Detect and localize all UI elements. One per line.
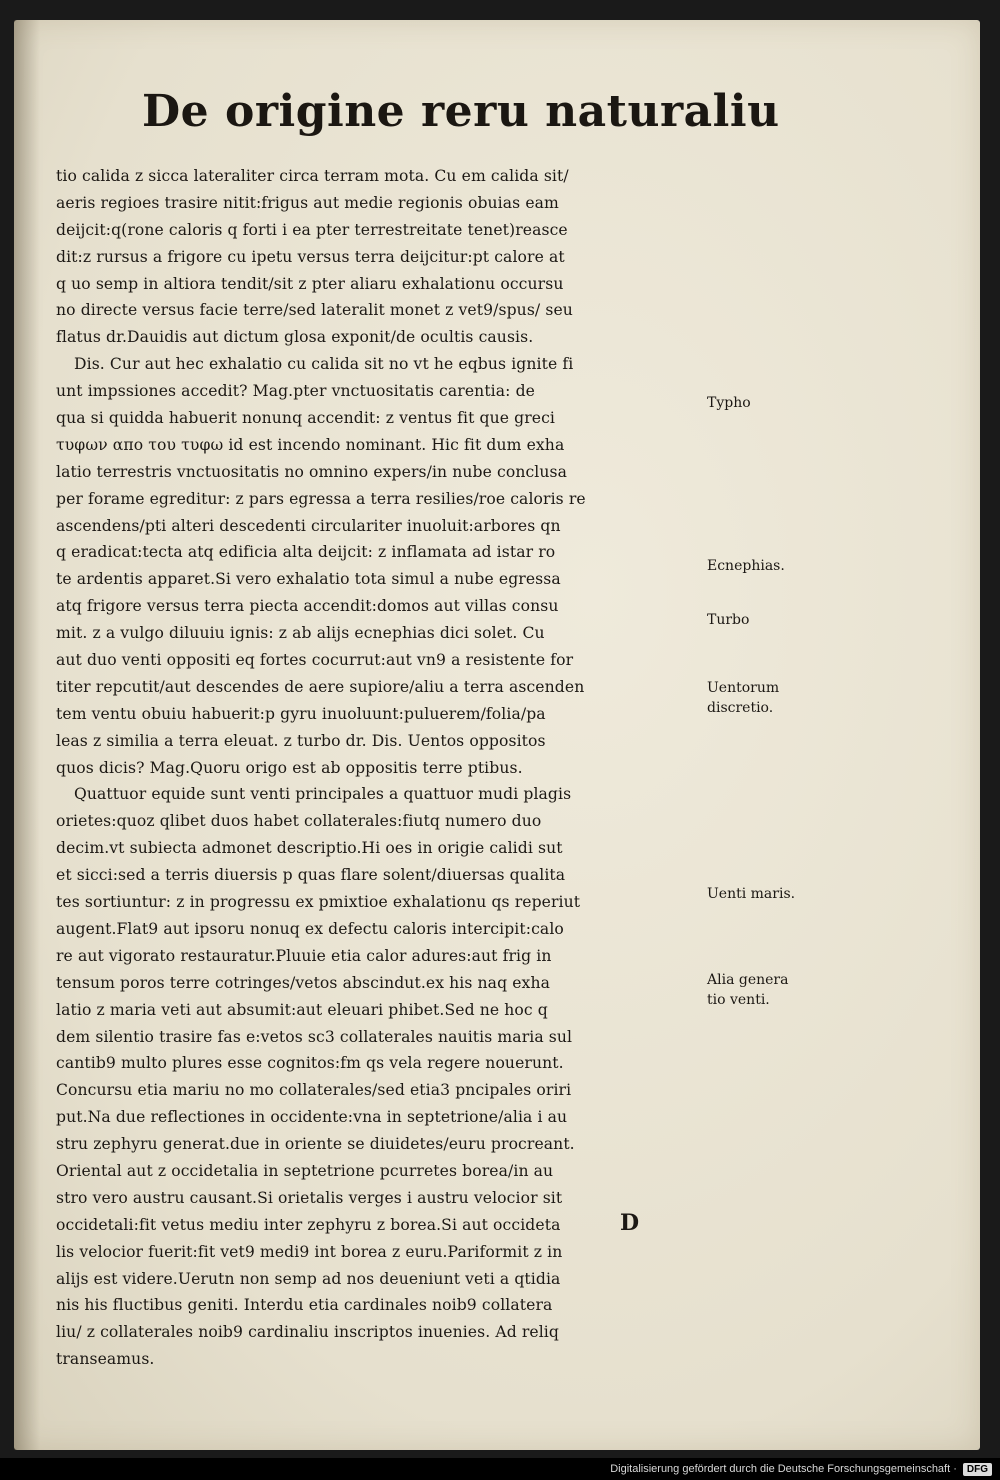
body-text [56,163,706,1373]
text-line: quos dicis? Mag.Quoru origo est ab oppositis terre ptibus. [56,758,523,777]
text-line: et sicci:sed a terris diuersis p quas flare solent/diuersas qualita [56,866,566,885]
text-line: Quattuor equide sunt venti principales a quattuor mudi plagis [74,785,572,804]
text-line: dit:z rursus a frigore cu ipetu versus terra deijcitur:pt calore at [56,247,565,266]
text-line: stro vero austru causant.Si orietalis verges i austru velocior sit [56,1188,563,1207]
text-line: cantib9 multo plures esse cognitos:fm qs vela regere nouerunt. [56,1054,564,1073]
book-page [14,20,980,1450]
text-line: latio z maria veti aut absumit:aut eleuari phibet.Sed ne hoc q [56,1000,548,1019]
margin-note-alia-generatio: Alia genera tio venti. [707,972,789,1008]
text-line: aeris regioes trasire nitit:frigus aut medie regionis obuias eam [56,193,559,212]
text-line: Dis. Cur aut hec exhalatio cu calida sit no vt he eqbus ignite fi [74,355,574,374]
text-line: liu/ z collaterales noib9 cardinaliu inscriptos inuenies. Ad reliq [56,1323,559,1342]
text-line: flatus dr.Dauidis aut dictum glosa exponit/de ocultis causis. [56,328,534,347]
catchword: D [620,1210,640,1236]
text-line: orietes:quoz qlibet duos habet collaterales:fiutq numero duo [56,812,542,831]
text-line: decim.vt subiecta admonet descriptio.Hi oes in origie calidi sut [56,839,563,858]
margin-note-venti-maris: Uenti maris. [707,886,796,902]
text-line: q uo semp in altiora tendit/sit z pter aliaru exhalationu occursu [56,274,564,293]
text-line: atq frigore versus terra piecta accendit:domos aut villas consu [56,597,559,616]
text-line: tensum poros terre cotringes/vetos abscindut.ex his naq exha [56,973,550,992]
text-line: latio terrestris vnctuositatis no omnino expers/in nube conclusa [56,462,568,481]
text-line: re aut vigorato restauratur.Pluuie etia calor adures:aut frig in [56,946,552,965]
text-line: transeamus. [56,1350,155,1369]
text-line: Concursu etia mariu no mo collaterales/sed etia3 pncipales oriri [56,1081,572,1100]
text-line: aut duo venti oppositi eq fortes cocurrut:aut vn9 a resistente for [56,651,574,670]
gutter-shadow [14,20,40,1450]
text-line: stru zephyru generat.due in oriente se diuidetes/euru procreant. [56,1135,575,1154]
margin-note-ecnephias: Ecnephias. [707,558,785,574]
text-line: qua si quidda habuerit nonunq accendit: z ventus fit que greci [56,409,555,428]
text-line: mit. z a vulgo diluuiu ignis: z ab alijs ecnephias dici solet. Cu [56,624,545,643]
text-line: tio calida z sicca lateraliter circa terram mota. Cu em calida sit/ [56,167,569,185]
text-line: unt impssiones accedit? Mag.pter vnctuositatis carentia: de [56,382,535,401]
running-title: De origine reru naturaliu [142,86,780,137]
text-line: titer repcutit/aut descendes de aere supiore/aliu a terra ascenden [56,677,585,696]
text-line: leas z similia a terra eleuat. z turbo dr. Dis. Uentos oppositos [56,731,546,750]
text-line: dem silentio trasire fas e:vetos sc3 collaterales nauitis maria sul [56,1027,573,1046]
text-line: tes sortiuntur: z in progressu ex pmixtioe exhalationu qs reperiut [56,893,581,912]
text-line: put.Na due reflectiones in occidente:vna in septetrione/alia i au [56,1108,568,1127]
text-line: deijcit:q(rone caloris q forti i ea pter terrestreitate tenet)reasce [56,220,568,239]
margin-note-typho: Typho [707,395,751,411]
text-line: per forame egreditur: z pars egressa a terra resilies/roe caloris re [56,489,586,508]
text-line: occidetali:fit vetus mediu inter zephyru z borea.Si aut occideta [56,1215,561,1234]
text-line: q eradicat:tecta atq edificia alta deijcit: z inflamata ad istar ro [56,543,556,562]
text-line: tem ventu obuiu habuerit:p gyru inuoluunt:puluerem/folia/pa [56,704,546,723]
text-line: nis his fluctibus geniti. Interdu etia cardinales noib9 collatera [56,1296,553,1315]
footer-bar [0,1458,1000,1480]
text-line: Oriental aut z occidetalia in septetrione pcurretes borea/in au [56,1161,554,1180]
footer-credit: Digitalisierung gefördert durch die Deutsche Forschungsgemeinschaft · [610,1463,957,1475]
margin-note-turbo: Turbo [707,612,750,628]
text-line: alijs est videre.Uerutn non semp ad nos deueniunt veti a qtidia [56,1269,561,1288]
margin-note-ventorum-discretio: Uentorum discretio. [707,680,780,716]
text-line: no directe versus facie terre/sed lateralit monet z vet9/spus/ seu [56,301,573,320]
text-line: augent.Flat9 aut ipsoru nonuq ex defectu caloris intercipit:calo [56,919,564,938]
dfg-logo: DFG [963,1463,992,1476]
text-line: lis velocior fuerit:fit vet9 medi9 int borea z euru.Pariformit z in [56,1242,563,1261]
text-line: τυφων απο του τυφω id est incendo nominant. Hic fit dum exha [56,435,565,454]
text-line: te ardentis apparet.Si vero exhalatio tota simul a nube egressa [56,570,561,589]
text-line: ascendens/pti alteri descedenti circulariter inuoluit:arbores qn [56,516,561,535]
